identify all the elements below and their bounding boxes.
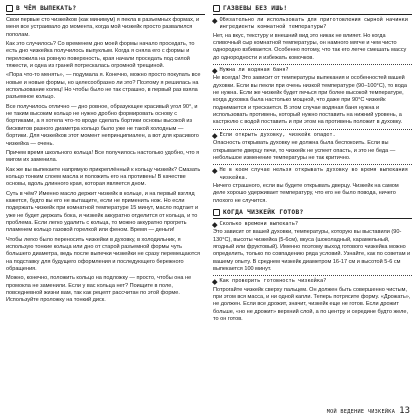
page-footer <box>327 406 410 416</box>
answer: Потрогайте чизкейк сверху пальцем. Он должен быть совершенно чистым, при этом вся масса, и ни одной капли. Теперь потрясите форму. «Дрожать», не должен. Если все дрожит, значит, чизкейк еще не готов. Если дрожит больше, «но не дрожит» верхний слой, а по центру и середине будто желе, то он готов. <box>213 286 411 323</box>
question: Нужна ли водяная баня? <box>213 67 412 74</box>
square-bullet-icon <box>213 5 220 12</box>
running-footer: МОЙ ВЕДЕНИЕ ЧИЗКЕЙКА <box>326 409 396 415</box>
question: Как проверить готовность чизкейка? <box>213 278 412 285</box>
diamond-bullet-icon <box>212 222 217 227</box>
dotted-divider <box>213 275 412 276</box>
left-section-header <box>6 3 205 15</box>
dotted-divider <box>213 64 412 65</box>
right-section-header-1 <box>213 3 412 15</box>
diamond-bullet-icon <box>212 18 217 23</box>
answer: Ничего страшного, если вы будете открывать дверцу. Чизкейк на самом деле хорошо удерживает температуру, что его не было повода, ничего плохого не случится. <box>213 182 399 204</box>
question: Сколько времени выпекать? <box>213 221 412 228</box>
square-bullet-icon <box>6 5 13 12</box>
paragraph: Как это случилось? Со временем дно моей формы начало проседать, то есть дно чизкейка получилось выпуклым. Когда я сняла его с формы и переложила на ровную поверхность, края начали проседать под силой тяжести, и одна из граней потрескалась огромной трещиной. <box>6 41 195 70</box>
right-section-header-2 <box>213 207 412 219</box>
diamond-bullet-icon <box>212 133 217 138</box>
square-bullet-icon <box>213 209 220 216</box>
paragraph: Причем время школьного кольца! Все получилось настолько удобно, что я мигом их заменила. <box>6 149 200 164</box>
paragraph: Свои первые сто чизкейков (как минимум) я пекла в разъемных формах, и меня все устраивало до момента, когда мой чизкейк просто развалился пополам. <box>6 17 200 38</box>
section-title: ГАЗВЕВЫ БЕЗ ИШЬ! <box>223 4 288 12</box>
diamond-bullet-icon <box>212 68 217 73</box>
section-title: КОГДА ЧИЗКЕЙК ГОТОВ? <box>223 208 304 216</box>
paragraph: Суть в чём? Именно масло держит чизкейк в кольце, и на первый взгляд кажется, будто вы его не вытащите, если не применить нож. Но если подержать чизкейк при комнатной температуре 15 минут, масло подтает и уже не будет держать бока, и чизкейк аккуратно отделится от кольца, и то проблема. Если легко удалить с кольца, то можно аккуратно прогреть пламенем кольцо газовой горелкой или феном. Время — деньги! <box>6 190 199 234</box>
paragraph: «Пора что-то менять», — подумала я. Конечно, можно просто покупать все новые и новые формы, но целесообразно ли это? Поэтому я решилась на использование колец! Но чтобы было не так страшно, в первый раз взяла разъемное кольцо. <box>6 72 201 101</box>
paragraph: Чтобы легко было переносить чизкейки в духовку, в холодильник, я использую тонкие кольца или дно от старой разъемной формы чуть большего диаметра, ведь после выпечки чизкейки не сразу перемещаются на подставку для будущего оформления и последующего бережного обращения. <box>6 236 201 272</box>
dotted-divider <box>213 164 412 165</box>
diamond-bullet-icon <box>212 279 217 284</box>
paragraph: Как же вы выпекаете напрямую прикреплённый к кольцу чизкейк? Смазать кольцо тонким слоем масла и положить его на противень! В качестве основы, вдоль длинного края, которая является дном. <box>6 166 201 188</box>
paragraph: Можно, конечно, положить кольцо на подложку — просто, чтобы она не промокла не заменили. Если у вас кольца нет? Поищите в поле, повседневной жизни вам, так как рецепт рассчитан по этой форме. Используйте проложку на тонкий диск. <box>6 275 192 304</box>
dotted-divider <box>213 129 412 130</box>
question: Не в коем случае нельзя открывать духовку во время выпекания чизкейка. <box>213 167 412 182</box>
columns <box>6 3 414 325</box>
paragraph: Все получилось отлично — дно ровное, образующее красивый угол 90°, и не таким высоким кольцо не нужно дробно формировать основу с бортиками, а я хотела что-то вроде сделать бортики основы высокой из бисквитов разного диаметра кольцо было уже не такой холодным — бортики. Для чизкейков этот момент непринципиален, а вот для красивого чизкейка — очень. <box>6 103 199 147</box>
answer: Опасность открывать духовку не должна была беспокоить. Если вы открываете дверцу печи, то чизкейк не успеет опасть, и это не беда — небольшое изменение температуры не так критично. <box>213 140 396 161</box>
section-title: В ЧЁМ ВЫПЕКАТЬ? <box>16 4 77 12</box>
question: Обязательно ли использовать для приготовления сырной начинки ингредиенты комнатной температуры? <box>213 17 412 32</box>
answer: Не всегда! Это зависит от температуры выпекания и особенностей вашей духовки. Если вы пекли при очень низкой температуре (90–100°С), то вода не нужна. Если же чизкейк будет печься при более высокой температуре, когда духовка была настолько мощной, что даже при 90°С чизкейк поднимается и трескается. В этом случае водяная баня нужна и использовать противень, который нужно поставить на нижний уровень, а кастрюлю с водой поставить и при этом на противень положит в духовку. <box>213 75 407 126</box>
right-column <box>213 3 412 325</box>
diamond-bullet-icon <box>212 168 217 173</box>
question: Если открыть духовку, чизкейк опадет. <box>213 132 412 139</box>
left-column <box>6 3 205 325</box>
answer: Нет, на вкус, текстуру и внешний вид это никак не влияет. Но когда сливочный сыр комнатной температуры, он намного мягче и чем чисто однородно взбивается. Особенно потому, что так его легче смешать массу до однородности и избежать комочков. <box>213 32 407 61</box>
page-number: 13 <box>399 406 410 416</box>
answer: Это зависит от вашей духовки, температуры, которую вы выставили (90-130°С), высоты чизкейка (5-6см), вкуса (шоколадный, карамельный, ягодный или фруктовый). Именно поэтому выход готового чизкейка можно определить, только по совпадению ряда условий. Узнайте, как по советам и вашему опыту. В среднем чизкейк диаметром 16-17 см и высотой 5-6 см выпекается 100 минут. <box>213 229 411 272</box>
